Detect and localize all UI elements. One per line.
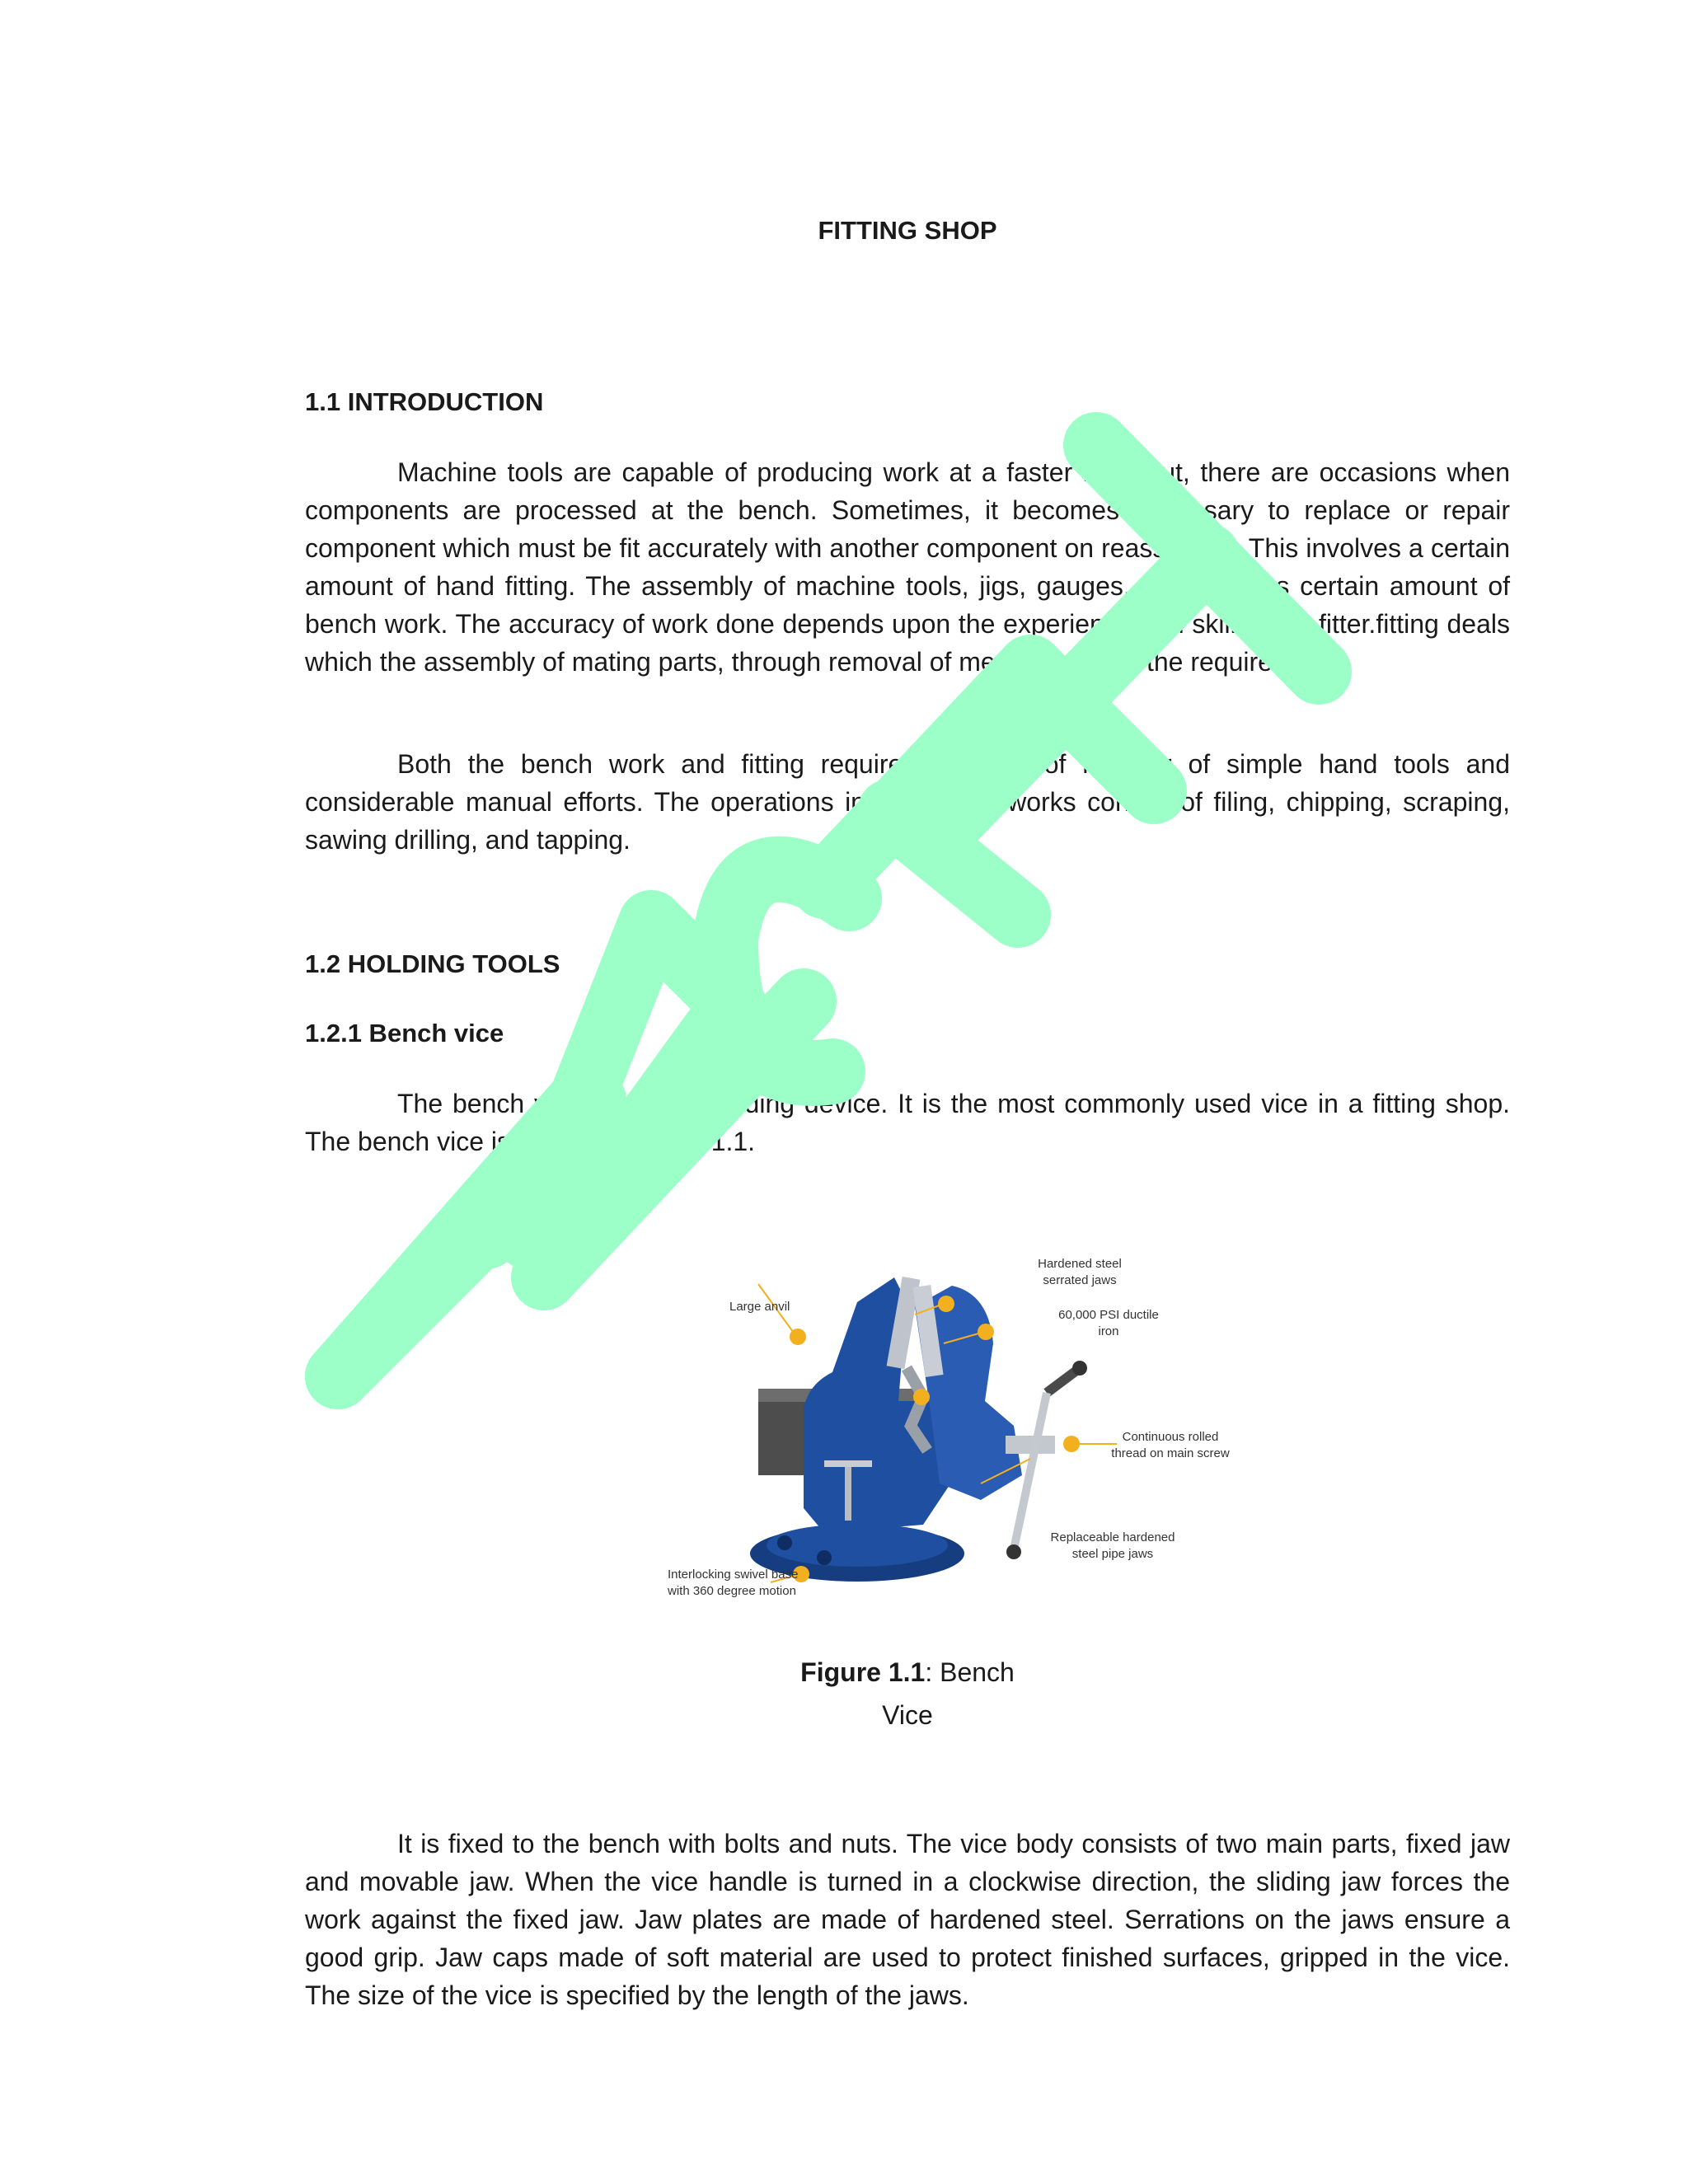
subsection-heading-bench-vice: 1.2.1 Bench vice [305,1019,504,1047]
intro-paragraph-2 [305,745,1510,859]
callout-jaws-line1: Hardened steel [1038,1257,1122,1271]
handle-knob [1072,1361,1087,1376]
callout-iron-line1: 60,000 PSI ductile [1058,1308,1159,1322]
bench-vice-paragraph-2-text: It is fixed to the bench with bolts and nuts. The vice body consists of two main parts, fixed jaw and movable jaw. When the vice handle is turned in a clockwise direction, the sliding jaw forces the work against the fixed jaw. Jaw plates are made of hardened steel. Serrations on the jaws ensure a good grip. Jaw caps made of soft material are used to protect finished surfaces, gripped in the vice. The size of the vice is specified by the length of the jaws. [305,1829,1510,2010]
swivel-base-top [767,1524,948,1567]
intro-paragraph-2-text: Both the bench work and fitting requires the use of number of simple hand tools and considerable manual efforts. The operations in the above works consist of filing, chipping, scraping, sawing drilling, and tapping. [305,749,1510,855]
figure-caption [305,1651,1510,1736]
bench-vice-paragraph-2 [305,1825,1510,2014]
watermark-letter-m-stroke2 [338,1187,528,1376]
handle-knob [1006,1544,1021,1559]
bench-vice-paragraph-1-text: The bench vice is a work holding device. It is the most commonly used vice in a fitting shop. The bench vice is shown in Figure 1.1. [305,1089,1510,1156]
callout-jaws-line2: serrated jaws [1043,1273,1117,1287]
callout-base-line1: Interlocking swivel base [668,1568,799,1582]
callout-thread-line1: Continuous rolled [1122,1430,1219,1444]
callout-iron-line2: iron [1098,1324,1119,1338]
base-bolt-hole [777,1535,792,1550]
callout-base-line2: with 360 degree motion [668,1584,796,1598]
bench-vice-figure [659,1228,1236,1624]
figure-caption-line2: Vice [882,1700,933,1730]
clamp-bar [845,1463,851,1521]
intro-paragraph-1 [305,453,1510,681]
figure-caption-text: : Bench [925,1657,1015,1687]
base-bolt-hole [817,1550,832,1565]
section-heading-holding-tools: 1.2 HOLDING TOOLS [305,949,560,978]
callout-pipe-line1: Replaceable hardened [1050,1530,1175,1544]
callout-pipe-line2: steel pipe jaws [1071,1547,1154,1561]
clamp-bar-cross [824,1460,872,1467]
intro-paragraph-1-text: Machine tools are capable of producing work at a faster rate, but, there are occasions when components are processed at the bench. Sometimes, it becomes necessary to replace or repair component which must be fit accurately with another component on reassembly. This involves a certain amount of hand fitting. The assembly of machine tools, jigs, gauges, etc, involves certain amount of bench work. The accuracy of work done depends upon the experience and skill of the fitter.fitting deals which the assembly of mating parts, through removal of metal, to obtain the required fit. [305,457,1510,677]
section-heading-introduction: 1.1 INTRODUCTION [305,387,544,416]
figure-label: Figure 1.1 [800,1657,926,1687]
page-title: FITTING SHOP [818,216,997,245]
main-screw [1006,1436,1055,1454]
bench-vice-paragraph-1 [305,1085,1510,1160]
callout-large-anvil: Large anvil [729,1300,790,1314]
figure-caption-line1 [305,1651,1510,1694]
watermark-letter-c [725,869,849,1073]
callout-thread-line2: thread on main screw [1111,1446,1230,1460]
